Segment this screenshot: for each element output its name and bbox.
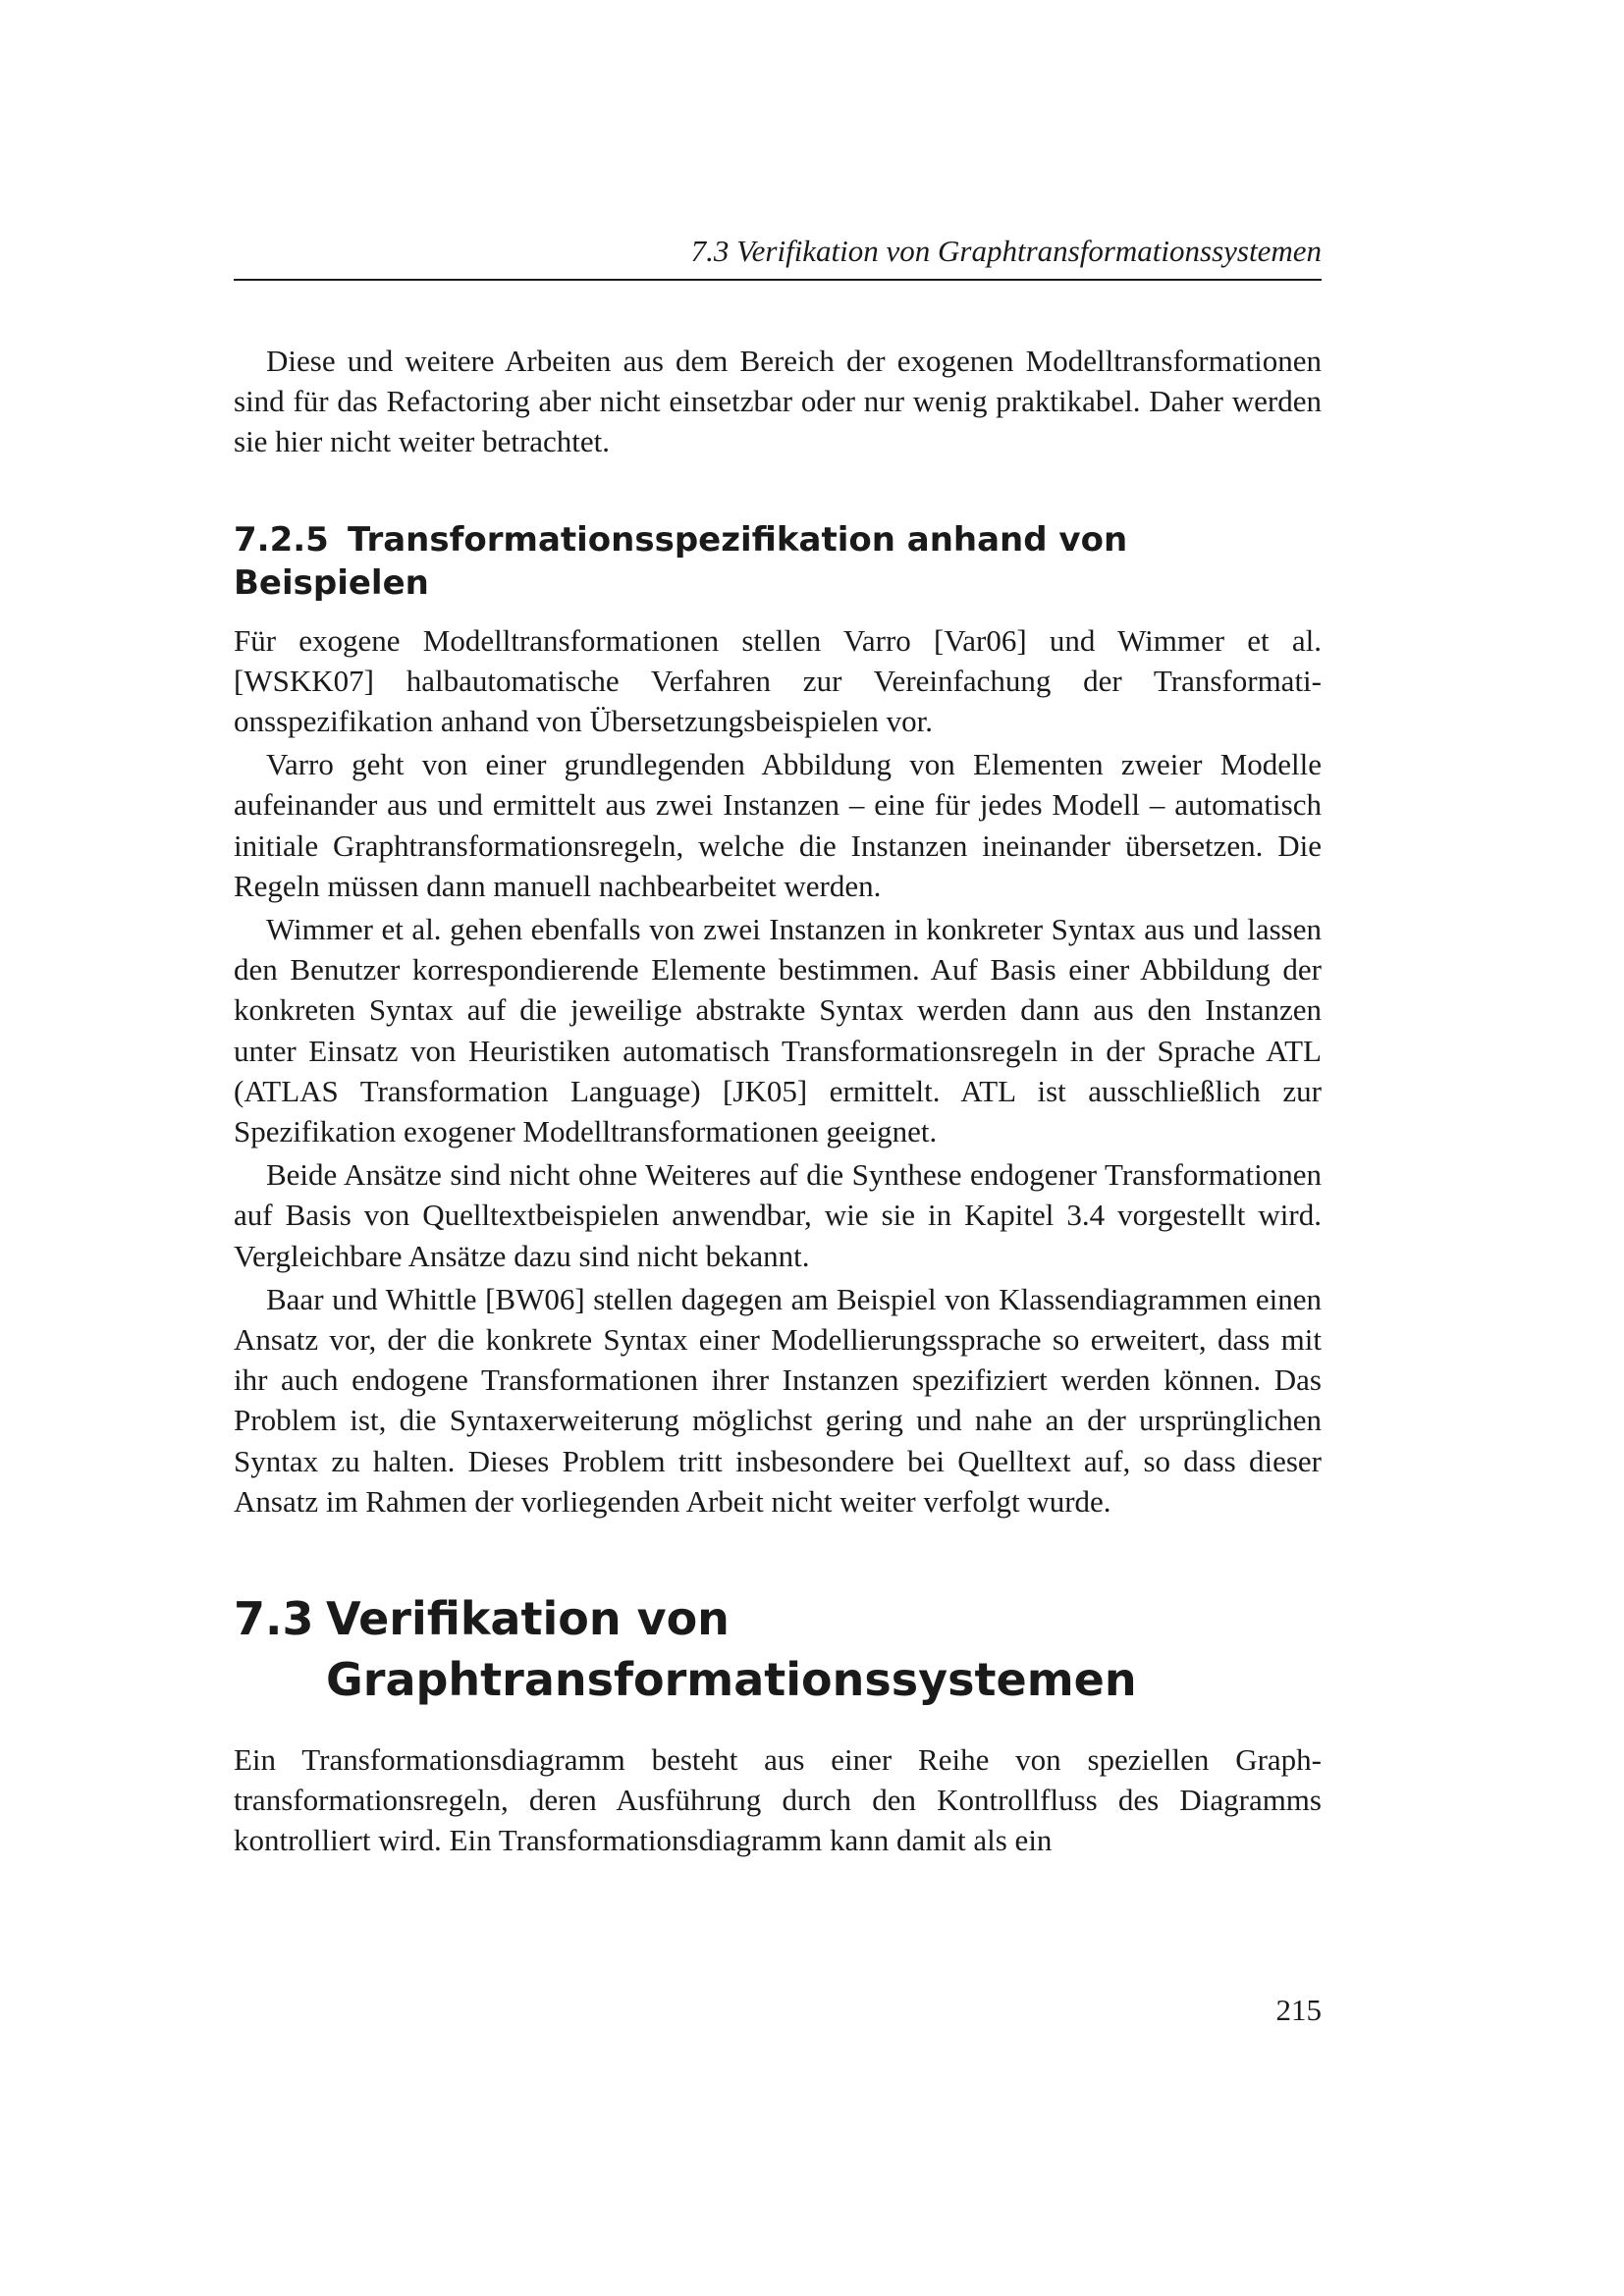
subsection-title: Transformationsspezifikation anhand von Beispielen <box>234 519 1128 603</box>
spacer <box>234 605 1322 620</box>
paragraph: Baar und Whittle [BW06] stellen dagegen am Beispiel von Klassendiagrammen einen Ansatz vor, der die konkrete Syntax einer Modellierungssprache so erweitert, dass mit ihr auch endogene Transformationen ihrer Instanzen spezifiziert werden können. Das Problem ist, die Syntaxerweiterung möglichst gering und nahe an der ursprünglichen Syntax zu halten. Dieses Problem tritt insbesondere bei Quelltext auf, so dass dieser Ansatz im Rahmen der vorliegenden Arbeit nicht weiter verfolgt wurde. <box>234 1281 1322 1519</box>
paragraph: Varro geht von einer grundlegenden Abbildung von Elementen zweier Modelle aufeinander aus und ermittelt aus zwei Instanzen – eine für jedes Modell – automatisch initiale Graphtransformationsregeln, welche die Instanzen ineinander übersetzen. Die Regeln müssen dann manuell nachbearbeitet werden. <box>234 747 1322 903</box>
paragraph: Für exogene Modelltransformationen stellen Varro [Var06] und Wimmer et al. [WSKK07] halbautomatische Verfahren zur Vereinfachung der Transformationsspezifikation anhand von Übersetzungsbeispielen vor. <box>234 622 1322 739</box>
spacer <box>234 1522 1322 1588</box>
subsection-number: 7.2.5 <box>234 519 329 560</box>
section-paragraph: Ein Transformationsdiagramm besteht aus einer Reihe von speziellen Graphtransformationsregeln, deren Ausführung durch den Kontrollfluss des Diagramms kontrolliert wird. Ein Transformationsdiagramm kann damit als ein <box>234 1742 1322 1858</box>
section-heading <box>234 1588 1322 1710</box>
spacer <box>234 1710 1322 1739</box>
subsection-heading <box>234 518 1322 605</box>
paragraph: Wimmer et al. gehen ebenfalls von zwei Instanzen in konkreter Syntax aus und lassen den Benutzer korrespondierende Elemente bestimmen. Auf Basis einer Abbildung der konkreten Syntax auf die jeweilige abstrakte Syntax werden dann aus den Instanzen unter Einsatz von Heuristiken automatisch Transformationsregeln in der Sprache ATL (ATLAS Transformation Language) [JK05] ermittelt. ATL ist ausschließlich zur Spezifikation exogener Modelltransformationen geeignet. <box>234 912 1322 1149</box>
paragraph: Beide Ansätze sind nicht ohne Weiteres auf die Synthese endogener Transformationen auf Basis von Quelltextbeispielen anwendbar, wie sie in Kapitel 3.4 vorgestellt wird. Vergleichbare Ansätze dazu sind nicht bekannt. <box>234 1157 1322 1273</box>
running-head: 7.3 Verifikation von Graphtransformationssystemen <box>690 234 1322 268</box>
page-body <box>234 341 1322 1861</box>
section-title-line-2: Graphtransformationssystemen <box>326 1653 1137 1707</box>
header-rule <box>234 279 1322 281</box>
section-number: 7.3 <box>234 1592 314 1646</box>
page-number: 215 <box>1275 1993 1322 2027</box>
intro-paragraph: Diese und weitere Arbeiten aus dem Bereich der exogenen Modelltransformationen sind für das Refactoring aber nicht einsetzbar oder nur wenig praktikabel. Daher werden sie hier nicht weiter betrachtet. <box>234 344 1322 459</box>
spacer <box>234 462 1322 518</box>
section-title-line-1: Verifikation von <box>326 1592 730 1646</box>
